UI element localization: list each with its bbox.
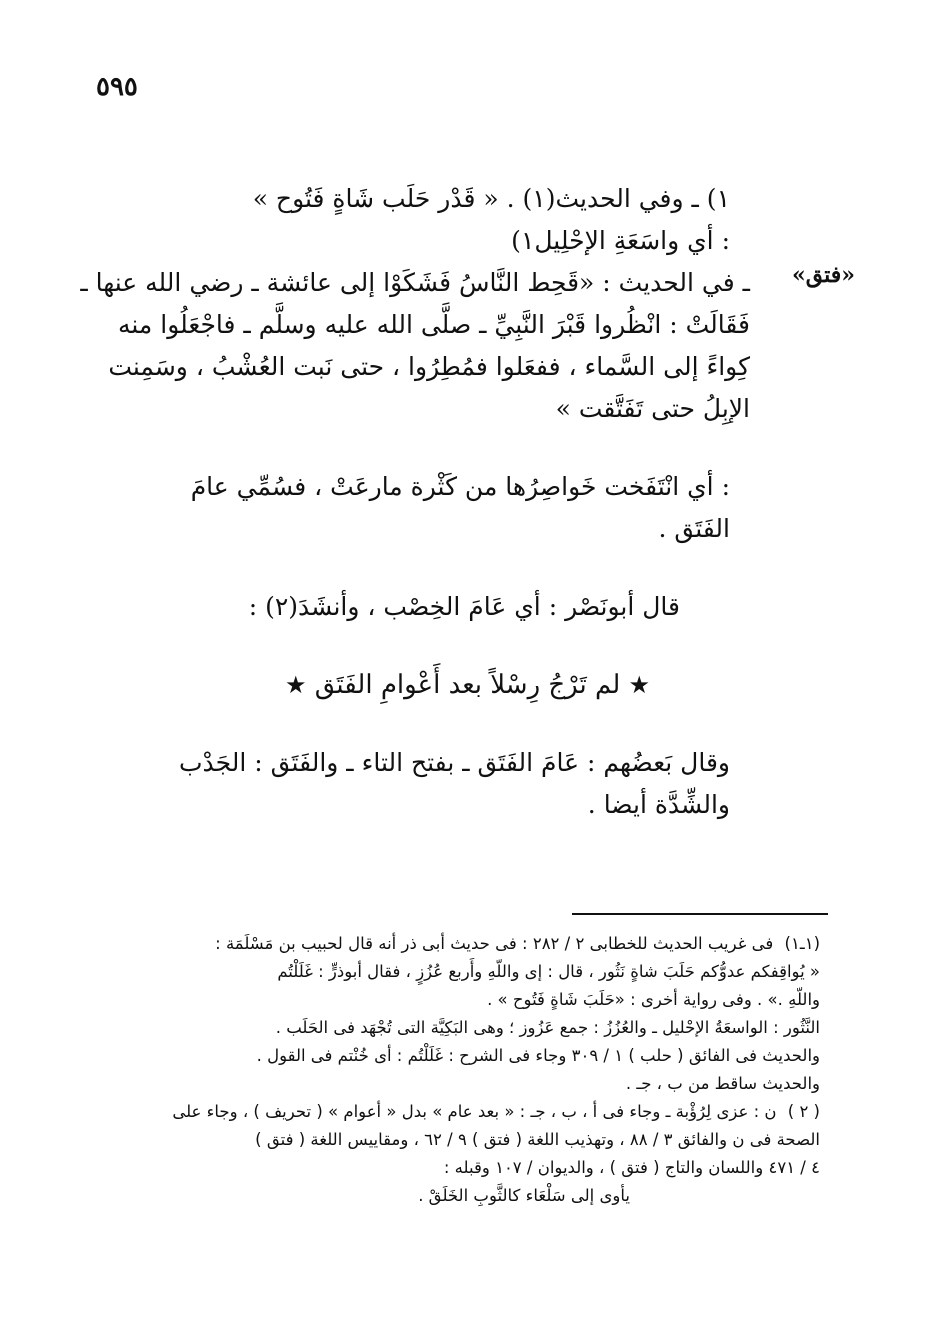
footnote-2-line1 xyxy=(80,1098,820,1126)
footnote-1-line2: « يُواقِفكم عدوُّكم حَلَبَ شاةٍ نَثُور ، قال : إى واللّهِ وأَربع عُزُزٍ ، فقال أبوذرٍّ : غَلَلْتُم xyxy=(277,962,820,981)
main-text xyxy=(80,178,855,826)
entry2-line1: ـ في الحديث : «قَحِط النَّاسُ فَشَكَوْا إلى عائشة ـ رضي الله عنها ـ xyxy=(80,268,750,297)
para1-line2: الفَتَق . xyxy=(658,514,730,543)
footnote-1-line4: النَّثُور : الواسعَةُ الإحْليل ـ والعُزُزُ : جمع عَزُوز ؛ وهى البَكِيَّة التى تُجْهَد فى الحَلَب . xyxy=(275,1018,820,1037)
star-icon: ★ xyxy=(284,671,307,699)
entry2-line3: كِواءً إلى السَّماء ، ففعَلوا فمُطِرُوا ، حتى نَبت العُشْبُ ، وسَمِنت xyxy=(108,352,750,381)
entry1-line2: : أي واسَعَةِ الإحْلِيل١) xyxy=(511,226,730,255)
headword-fatq: «فتق» xyxy=(791,262,855,288)
footnote-2-number: ( ٢ ) xyxy=(787,1102,820,1121)
star-icon: ★ xyxy=(628,671,651,699)
verse-text: لم تَرْجُ رِسْلاً بعد أَعْوامِ الفَتَق xyxy=(314,670,621,700)
footnote-1-line3: واللّهِ .» . وفى رواية أخرى : «حَلَبَ شَاةٍ فَتُوح » . xyxy=(487,990,820,1009)
footnotes xyxy=(80,930,820,1210)
footnote-1-line5: والحديث فى الفائق ( حلب ) ١ / ٣٠٩ وجاء فى الشرح : غَلَلْتُم : أى خُنْتم فى القول . xyxy=(256,1046,820,1065)
para2: قال أبونَصْر : أي عَامَ الخِصْب ، وأنشَدَ(٢) : xyxy=(248,592,680,621)
footnote-2-verse: يأوى إلى سَلْعَاء كالثَّوبِ الخَلَقْ . xyxy=(418,1186,630,1205)
para1-line1: : أي انْتَفَخت خَواصِرُها من كَثْرة مارعَتْ ، فسُمِّي عامَ xyxy=(190,472,730,501)
footnote-1-line1 xyxy=(80,930,820,958)
entry1-line1: ١) ـ وفي الحديث(١) . « قَدْر حَلَب شَاةٍ فَتُوح » xyxy=(252,184,730,213)
footnote-2-text: ن : عزى لِرُؤْبة ـ وجاء فى أ ، ب ، جـ : « بعد عام » بدل « أعوام » ( تحريف ) ، وجاء على xyxy=(172,1102,777,1121)
entry2-line2: فَقَالَتْ : انْظُروا قَبْرَ النَّبِيِّ ـ صلَّى الله عليه وسلَّم ـ فاجْعَلُوا منه xyxy=(117,310,750,339)
footnote-1-number: (١ـ١) xyxy=(784,934,820,953)
para3-line1: وقال بَعضُهم : عَامَ الفَتَق ـ بفتح التاء ـ والفَتَق : الجَدْب xyxy=(179,748,730,777)
footnote-divider xyxy=(572,913,828,915)
footnote-2-line2: الصحة فى ن والفائق ٣ / ٨٨ ، وتهذيب اللغة ( فتق ) ٩ / ٦٢ ، ومقاييس اللغة ( فتق ) xyxy=(255,1130,820,1149)
para3-line2: والشِّدَّة أيضا . xyxy=(587,790,730,819)
page-number: ٥٩٥ xyxy=(96,72,138,102)
verse-line xyxy=(90,664,845,706)
footnote-1-line6: والحديث ساقط من ب ، جـ . xyxy=(625,1074,820,1093)
entry2-line4: الإبِلُ حتى تَفَتَّقت » xyxy=(555,394,750,423)
footnote-2-line3: ٤ / ٤٧١ واللسان والتاج ( فتق ) ، والديوان / ١٠٧ وقبله : xyxy=(443,1158,820,1177)
entry-fatq xyxy=(80,262,855,304)
footnote-1-text: فى غريب الحديث للخطابى ٢ / ٢٨٢ : فى حديث أبى ذر أنه قال لحبيب بن مَسْلَمَة : xyxy=(215,934,774,953)
